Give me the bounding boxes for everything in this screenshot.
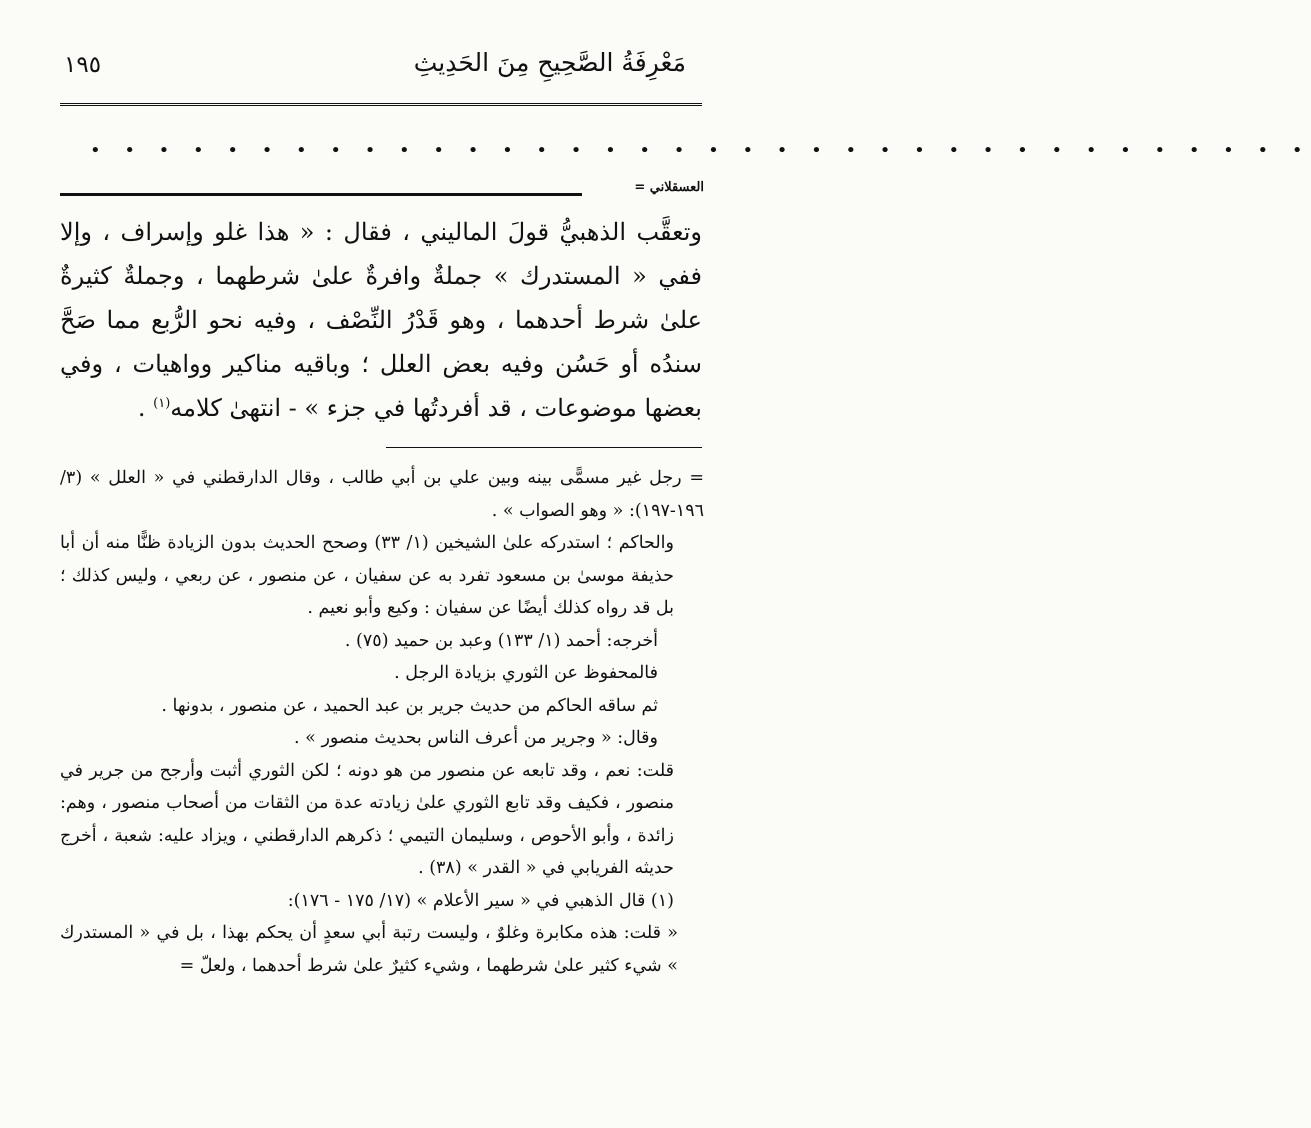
note-paragraph: = رجل غير مسمًّى بينه وبين علي بن أبي طالب ، وقال الدارقطني في « العلل » (٣/ ١٩٦-١٩٧): « وهو الصواب » . — [60, 468, 704, 521]
main-paragraph — [60, 210, 702, 430]
running-title: مَعْرِفَةُ الصَّحِيحِ مِنَ الحَدِيثِ — [413, 48, 686, 77]
note-paragraph: « قلت: هذه مكابرة وغلوٌ ، وليست رتبة أبي سعدٍ أن يحكم بهذا ، بل في « المستدرك » شيء كثير علىٰ شرطهما ، وشيء كثيرٌ علىٰ شرط أحدهما ، ولعلّ = — [60, 923, 678, 976]
main-paragraph-tail: . — [137, 394, 154, 422]
note-paragraph: وقال: « وجرير من أعرف الناس بحديث منصور » . — [294, 728, 658, 748]
note-paragraph: قلت: نعم ، وقد تابعه عن منصور من هو دونه ؛ لكن الثوري أثبت وأرجح من جرير في منصور ، فكيف وقد تابع الثوري علىٰ زيادته عدة من الثقات من أصحاب منصور ، وهم: زائدة ، وأبو الأحوص ، وسليمان التيمي ؛ ذكرهم الدارقطني ، ويزاد عليه: شعبة ، أخرج حديثه الفريابي في « القدر » (٣٨) . — [60, 760, 674, 878]
note-paragraph: ثم ساقه الحاكم من حديث جرير بن عبد الحميد ، عن منصور ، بدونها . — [161, 695, 658, 716]
main-text — [60, 210, 702, 430]
footnote-rule — [386, 447, 702, 448]
footnote-1: (١) قال الذهبي في « سير الأعلام » (١٧/ ١٧٥ - ١٧٦): — [287, 890, 674, 911]
note-paragraph: أخرجه: أحمد (١/ ١٣٣) وعبد بن حميد (٧٥) . — [344, 630, 658, 651]
header-rule — [60, 103, 702, 106]
page-number: ١٩٥ — [64, 52, 102, 78]
note-paragraph: والحاكم ؛ استدركه علىٰ الشيخين (١/ ٣٣) وصحح الحديث بدون الزيادة ظنًّا منه أن أبا حذيفة موسىٰ بن مسعود تفرد به عن سفيان ، عن منصور ، عن ربعي ، وليس كذلك ؛ بل قد رواه كذلك أيضًا عن سفيان : وكيع وأبو نعيم . — [60, 533, 674, 618]
section-rule — [60, 193, 582, 196]
main-paragraph-body: وتعقَّب الذهبيُّ قولَ الماليني ، فقال : « هذا غلو وإسراف ، وإلا ففي « المستدرك » جملةٌ وافرةٌ علىٰ شرطهما ، وجملةٌ كثيرةٌ علىٰ شرط أحدهما ، وهو قَدْرُ النِّصْف ، وفيه نحو الرُّبع مما صَحَّ سندُه أو حَسُن وفيه بعض العلل ؛ وباقيه مناكير وواهيات ، وفي بعضها موضوعات ، قد أفردتُها في جزء » - انتهىٰ كلامه — [60, 218, 702, 422]
section-label: العسقلاني = — [634, 180, 704, 195]
note-paragraph: فالمحفوظ عن الثوري بزيادة الرجل . — [394, 663, 658, 683]
footnote-marker: (١) — [153, 396, 171, 411]
footnotes — [60, 462, 704, 982]
dotted-separator: • • • • • • • • • • • • • • • • • • • • • • • • • • • • • • • • • • • • — [90, 140, 1311, 161]
